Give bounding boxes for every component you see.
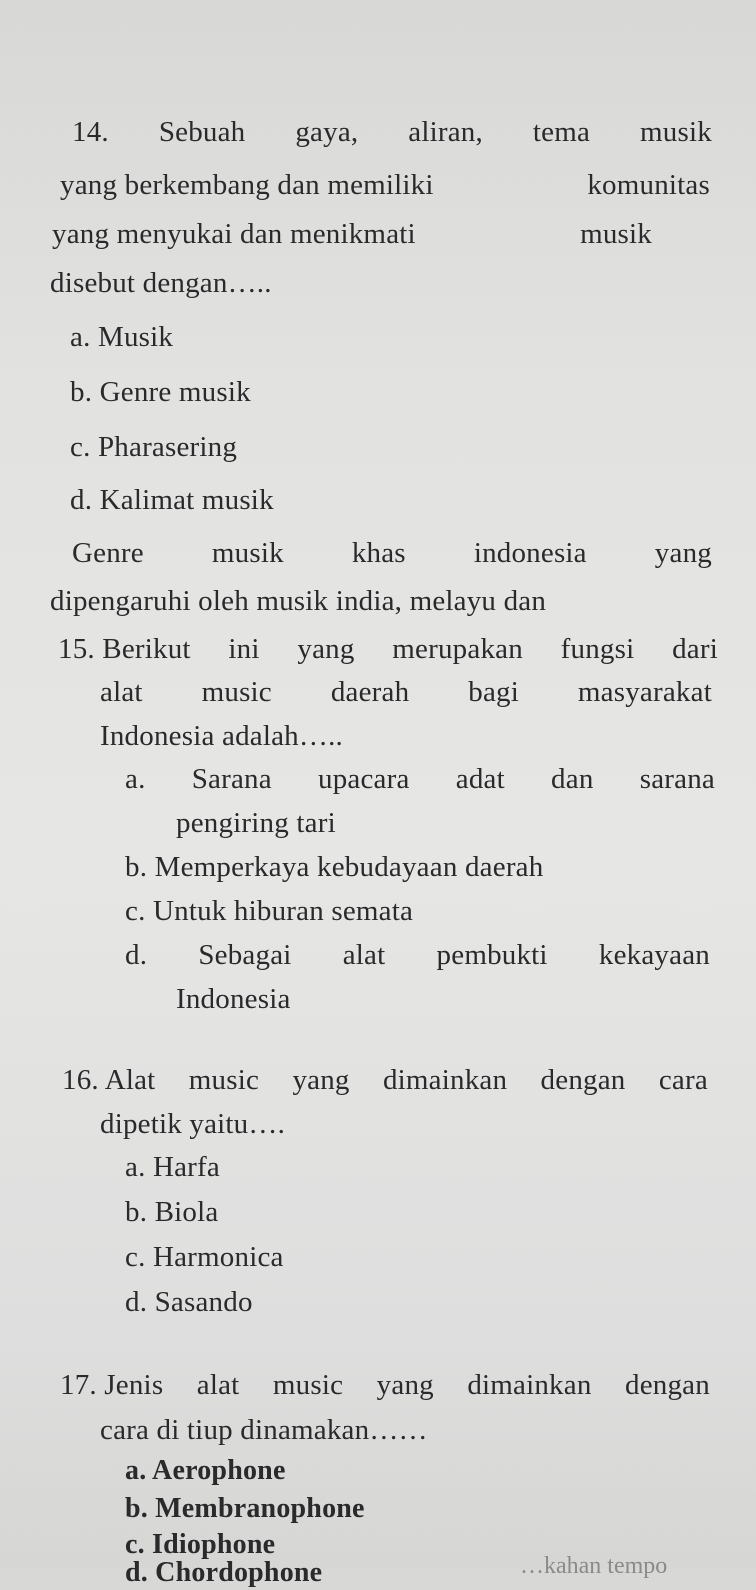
cutoff-text: …kahan tempo (520, 1553, 668, 1579)
q15-option-a-line-2: pengiring tari (176, 807, 336, 839)
q17-option-c: c. Idiophone (125, 1529, 276, 1560)
note-line-2: dipengaruhi oleh musik india, melayu dan (50, 585, 547, 617)
q16-option-c: c. Harmonica (125, 1241, 284, 1273)
q14-option-d: d. Kalimat musik (70, 484, 274, 516)
q15-option-b: b. Memperkaya kebudayaan daerah (125, 851, 544, 883)
q15-option-a-line-1: a. Sarana upacara adat dan sarana (125, 763, 715, 795)
q15-option-d-line-1: d. Sebagai alat pembukti kekayaan (125, 939, 710, 971)
note-line-1: Genre musik khas indonesia yang (72, 537, 712, 569)
q15-option-c: c. Untuk hiburan semata (125, 895, 414, 927)
q17-option-a: a. Aerophone (125, 1455, 286, 1486)
q14-line-4: disebut dengan….. (50, 267, 272, 299)
q16-line-2: dipetik yaitu…. (100, 1108, 286, 1140)
q15-line-3: Indonesia adalah….. (100, 720, 343, 752)
q17-option-b: b. Membranophone (125, 1493, 365, 1524)
q14-line-2: yang berkembang dan memiliki komunitas (60, 169, 710, 201)
q14-line-3: yang menyukai dan menikmati musik (52, 218, 652, 250)
q14-number: 14. (72, 116, 109, 148)
q14-line-1: 14. Sebuah gaya, aliran, tema musik (72, 116, 712, 148)
q16-option-d: d. Sasando (125, 1286, 253, 1318)
q16-option-b: b. Biola (125, 1196, 219, 1228)
q14-option-c: c. Pharasering (70, 431, 238, 463)
q15-line-2: alat music daerah bagi masyarakat (100, 676, 712, 708)
q15-line-1: 15. Berikut ini yang merupakan fungsi dari (58, 633, 718, 665)
q16-line-1: 16. Alat music yang dimainkan dengan cara (62, 1064, 708, 1096)
q14-option-a: a. Musik (70, 321, 174, 353)
q17-line-1: 17. Jenis alat music yang dimainkan dengan (60, 1369, 710, 1401)
q14-option-b: b. Genre musik (70, 376, 251, 408)
q17-option-d: d. Chordophone (125, 1557, 323, 1588)
q16-option-a: a. Harfa (125, 1151, 220, 1183)
q15-option-d-line-2: Indonesia (176, 983, 291, 1015)
q17-line-2: cara di tiup dinamakan…… (100, 1414, 428, 1446)
